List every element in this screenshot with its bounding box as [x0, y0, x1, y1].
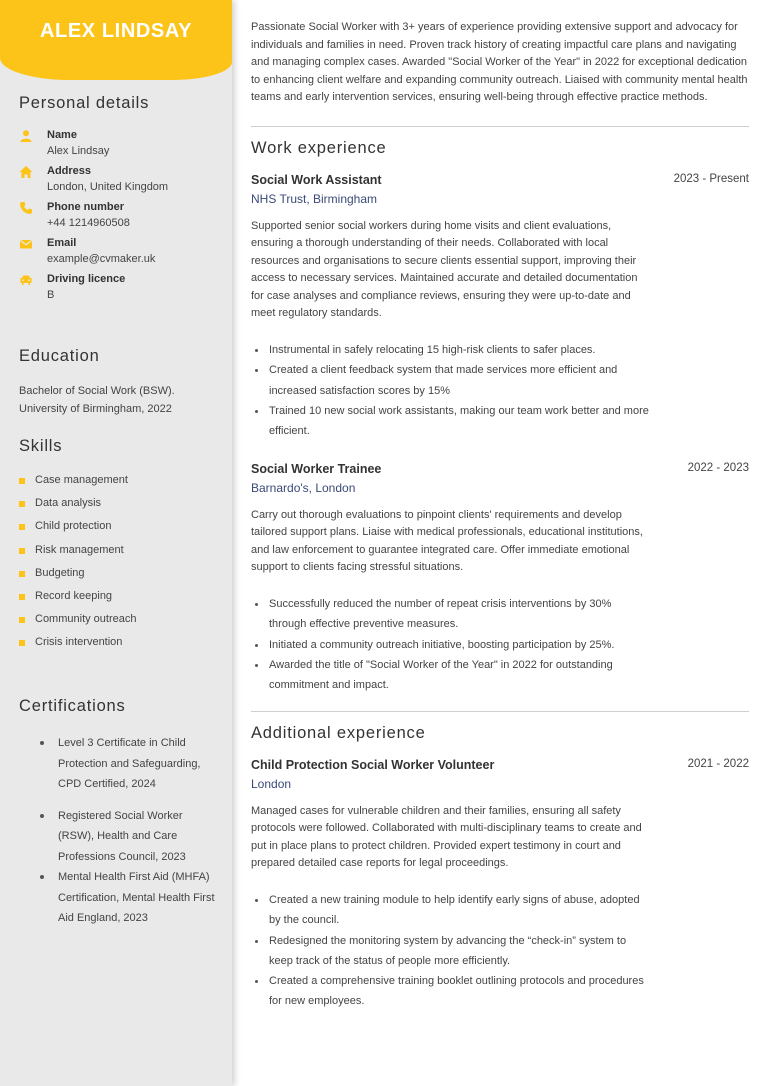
detail-label: Phone number — [47, 201, 125, 213]
job-organisation: Barnardo's, London — [251, 481, 356, 495]
achievement-item — [251, 594, 651, 635]
skill-item — [19, 544, 137, 567]
certification-text: Registered Social Worker (RSW), Health and Care Professions Council, 2023 — [58, 809, 186, 863]
job-title: Social Work Assistant — [251, 173, 382, 187]
bullet-dot-icon — [255, 369, 258, 372]
bullet-dot-icon — [40, 875, 44, 879]
achievement-item — [251, 340, 651, 360]
skills-heading: Skills — [19, 437, 63, 455]
skill-item — [19, 474, 137, 497]
home-icon — [19, 165, 33, 179]
bullet-dot-icon — [40, 741, 44, 745]
skill-label: Crisis intervention — [35, 636, 123, 649]
achievement-item — [251, 931, 651, 972]
achievement-text: Redesigned the monitoring system by advancing the “check-in” system to keep track of the status of people more efficiently. — [269, 934, 627, 967]
personal-details-heading: Personal details — [19, 94, 150, 112]
profile-summary: Passionate Social Worker with 3+ years of experience providing extensive support and advocacy for individuals and families in need. Proven track history of creating impactful care plans and navigating and managing complex cases. Awarded "Social Worker of the Year" in 2022 for exceptional dedication to enhancing client welfare and expanding community outreach. Liaised with community mental health teams and early intervention services, ensuring well-being through effective practice methods. — [251, 21, 748, 103]
certification-item — [38, 806, 218, 868]
bullet-dot-icon — [255, 349, 258, 352]
section-divider — [251, 711, 749, 712]
bullet-dot-icon — [255, 644, 258, 647]
job-title: Child Protection Social Worker Volunteer — [251, 758, 495, 772]
education-degree: Bachelor of Social Work (BSW). — [19, 385, 175, 397]
skill-label: Record keeping — [35, 589, 113, 602]
education-entry — [19, 382, 224, 418]
detail-label: Name — [47, 129, 77, 141]
certification-text: Mental Health First Aid (MHFA) Certification, Mental Health First Aid England, 2023 — [58, 871, 215, 924]
bullet-dot-icon — [255, 940, 258, 943]
skill-label: Case management — [35, 474, 128, 486]
achievement-text: Awarded the title of "Social Worker of the Year" in 2022 for outstanding commitment and impact. — [269, 658, 613, 692]
skill-label: Budgeting — [35, 566, 85, 579]
achievement-text: Successfully reduced the number of repeat crisis interventions by 30% through effective preventive measures. — [269, 598, 612, 631]
job-description: Carry out thorough evaluations to pinpoint clients' requirements and develop tailored support plans. Liaise with medical professionals, educational institutions, and law enforcement to guarantee integrated care. Offer immediate emotional support to clients facing stressful situations. — [251, 509, 643, 574]
detail-value: London, United Kingdom — [47, 181, 169, 193]
skill-item — [19, 590, 137, 613]
achievement-text: Created a client feedback system that made services more efficient and increased satisfaction scores by 15% — [269, 364, 618, 397]
achievement-item — [251, 401, 651, 442]
bullet-dot-icon — [255, 899, 258, 902]
email-icon — [19, 237, 33, 251]
skill-label: Data analysis — [35, 497, 102, 510]
detail-value: +44 1214960508 — [47, 217, 130, 229]
job-dates: 2023 - Present — [673, 173, 749, 185]
skill-item — [19, 567, 137, 590]
candidate-name: ALEX LINDSAY — [39, 20, 193, 42]
education-institution: University of Birmingham, 2022 — [19, 403, 172, 415]
skills-list — [19, 474, 137, 660]
job-description: Supported senior social workers during home visits and client evaluations, ensuring a thorough understanding of their needs. Collaborated with local resources and organisations to secure clients essential support, improving their access to necessary services. Maintained accurate and detailed documentation for case analyses and compliance reviews, ensuring they were up-to-date and meet regulatory standards. — [251, 220, 638, 320]
achievement-item — [251, 971, 651, 1012]
achievement-item — [251, 360, 651, 401]
person-icon — [19, 129, 33, 143]
bullet-square-icon — [19, 640, 25, 646]
detail-label: Email — [47, 237, 77, 249]
certification-text: Level 3 Certificate in Child Protection and Safeguarding, CPD Certified, 2024 — [58, 737, 201, 790]
additional-experience-heading: Additional experience — [251, 724, 426, 742]
achievement-text: Instrumental in safely relocating 15 high-risk clients to safer places. — [269, 344, 596, 356]
job-achievements — [251, 594, 651, 695]
achievement-text: Initiated a community outreach initiative, boosting participation by 25%. — [269, 638, 615, 651]
job-achievements — [251, 340, 651, 441]
achievement-item — [251, 655, 651, 696]
job-title: Social Worker Trainee — [251, 462, 382, 476]
section-divider — [251, 126, 749, 127]
detail-label: Address — [47, 165, 92, 177]
bullet-dot-icon — [255, 410, 258, 413]
job-dates: 2022 - 2023 — [687, 462, 749, 474]
skill-item — [19, 636, 137, 659]
detail-label: Driving licence — [47, 273, 126, 285]
certifications-heading: Certifications — [19, 697, 126, 715]
skill-label: Child protection — [35, 520, 112, 533]
certification-item — [38, 733, 218, 795]
job-organisation: NHS Trust, Birmingham — [251, 192, 378, 206]
bullet-dot-icon — [255, 980, 258, 983]
skill-label: Community outreach — [35, 613, 137, 626]
skill-item — [19, 520, 137, 543]
skill-item — [19, 613, 137, 636]
detail-value: Alex Lindsay — [47, 145, 110, 157]
bullet-square-icon — [19, 594, 25, 600]
education-heading: Education — [19, 347, 100, 365]
bullet-square-icon — [19, 548, 25, 554]
achievement-text: Created a comprehensive training booklet outlining protocols and procedures for new employees. — [269, 975, 644, 1008]
bullet-square-icon — [19, 501, 25, 507]
bullet-square-icon — [19, 524, 25, 530]
bullet-square-icon — [19, 571, 25, 577]
detail-value: B — [47, 289, 55, 301]
certifications-list — [38, 733, 218, 929]
achievement-item — [251, 890, 651, 931]
bullet-square-icon — [19, 478, 25, 484]
achievement-text: Trained 10 new social work assistants, making our team work better and more efficient. — [269, 404, 649, 438]
car-icon — [19, 273, 33, 287]
work-experience-heading: Work experience — [251, 139, 387, 157]
detail-value: example@cvmaker.uk — [47, 253, 156, 265]
bullet-dot-icon — [40, 814, 44, 818]
phone-icon — [19, 201, 33, 215]
job-description: Managed cases for vulnerable children and their families, ensuring all safety protocols were followed. Collaborated with multi-disciplinary teams to create and put in place plans to protect children. Provided expert testimony in court and prepared detailed case reports for legal proceedings. — [251, 805, 642, 870]
skill-item — [19, 497, 137, 520]
job-organisation: London — [251, 777, 292, 791]
achievement-item — [251, 635, 651, 655]
achievement-text: Created a new training module to help identify early signs of abuse, adopted by the council. — [269, 894, 640, 927]
bullet-dot-icon — [255, 664, 258, 667]
certification-item — [38, 867, 218, 929]
skill-label: Risk management — [35, 543, 124, 556]
bullet-dot-icon — [255, 603, 258, 606]
job-achievements — [251, 890, 651, 1012]
bullet-square-icon — [19, 617, 25, 623]
job-dates: 2021 - 2022 — [687, 758, 749, 770]
